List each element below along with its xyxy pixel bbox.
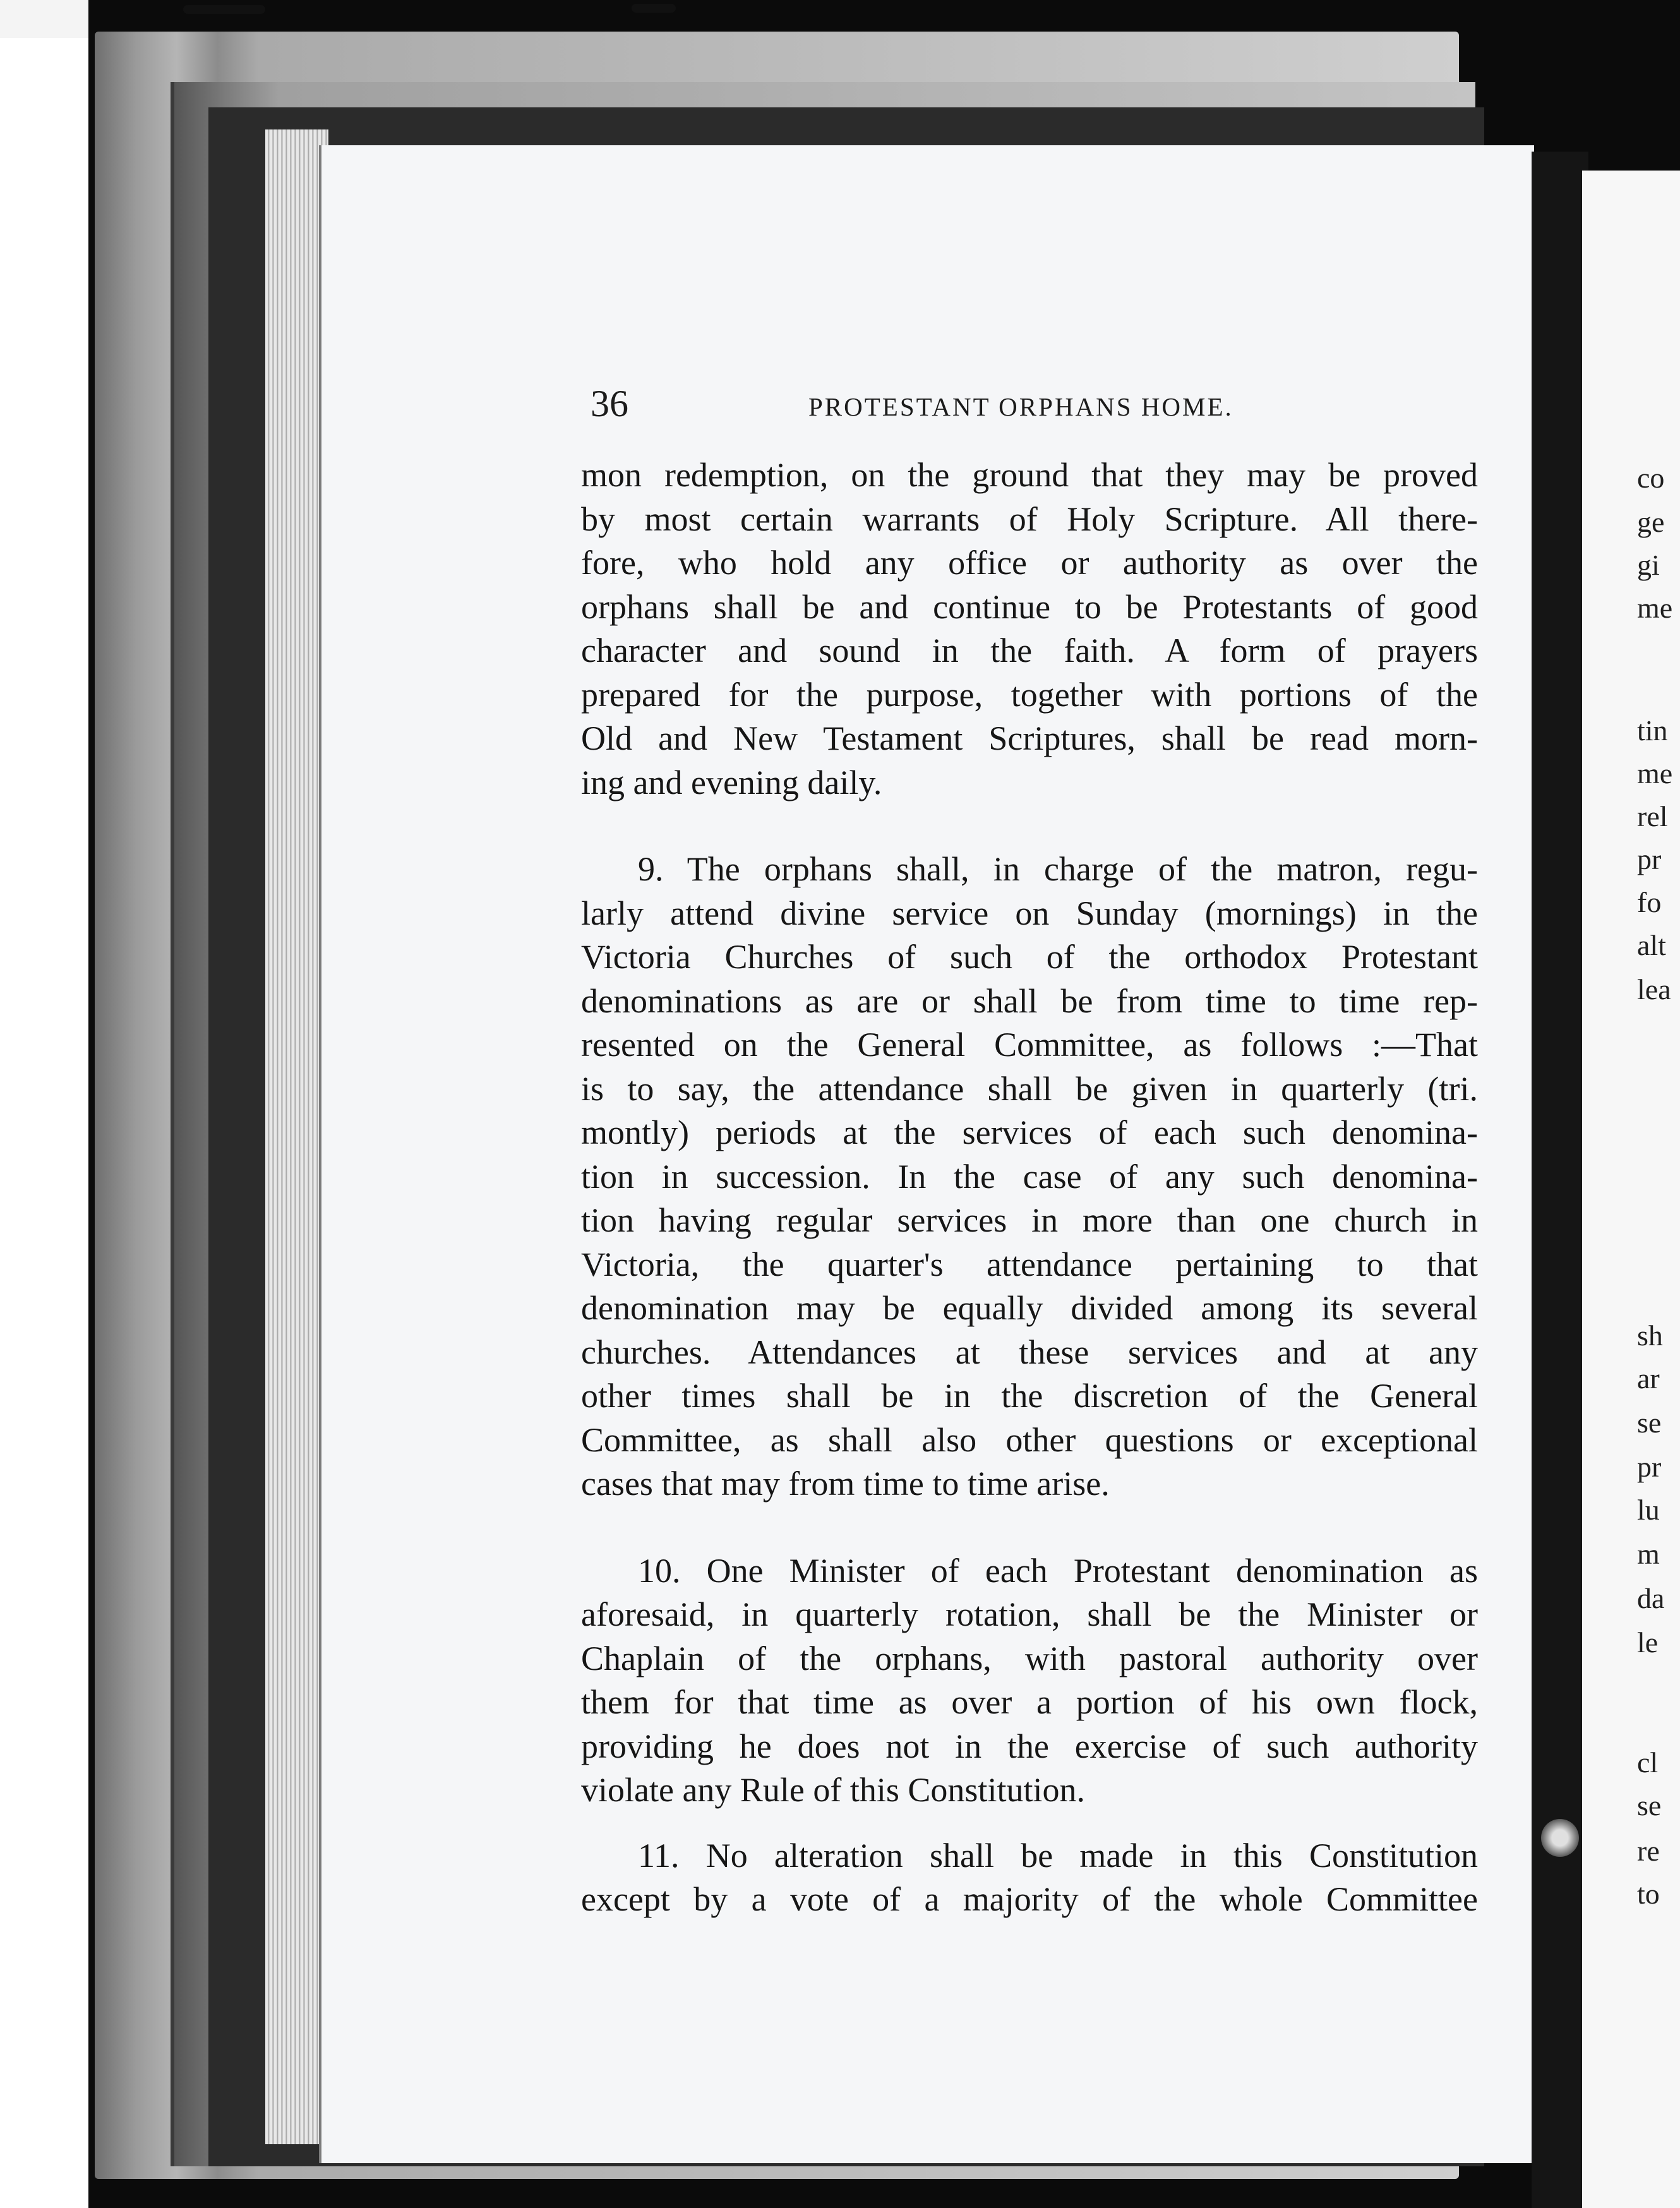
facing-text-fragment: alt xyxy=(1637,929,1666,961)
paragraph-gap xyxy=(581,1813,1478,1834)
page-clip xyxy=(1541,1819,1579,1857)
paragraph-gap xyxy=(581,805,1478,848)
text-line: churches. Attendances at these services and at any xyxy=(581,1333,1478,1371)
facing-text-fragment: m xyxy=(1637,1538,1660,1570)
text-line: violate any Rule of this Constitution. xyxy=(581,1771,1085,1809)
text-line: Victoria Churches of such of the orthodox Protestant xyxy=(581,938,1478,976)
text-line: prepared for the purpose, together with portions of the xyxy=(581,675,1478,714)
text-line: denomination may be equally divided among its several xyxy=(581,1289,1478,1327)
text-line: fore, who hold any office or authority as over the xyxy=(581,544,1478,582)
text-line: ing and evening daily. xyxy=(581,763,882,801)
facing-text-fragment: se xyxy=(1637,1789,1662,1821)
facing-text-fragment: ge xyxy=(1637,506,1665,538)
facing-text-fragment: rel xyxy=(1637,800,1668,832)
facing-text-fragment: sh xyxy=(1637,1319,1663,1352)
text-line: orphans shall be and continue to be Protestants of good xyxy=(581,587,1478,626)
text-line: tion having regular services in more than one church in xyxy=(581,1201,1478,1239)
facing-text-fragment: ar xyxy=(1637,1362,1660,1395)
text-line: denominations as are or shall be from time to time rep- xyxy=(581,981,1478,1020)
body-text xyxy=(581,453,1478,1922)
facing-text-fragment: da xyxy=(1637,1582,1665,1614)
text-line: 11. No alteration shall be made in this Constitution xyxy=(638,1836,1478,1875)
text-line: aforesaid, in quarterly rotation, shall be the Minister or xyxy=(581,1595,1478,1633)
text-line: montly) periods at the services of each such denomina- xyxy=(581,1113,1478,1151)
text-line: tion in succession. In the case of any such denomina- xyxy=(581,1157,1478,1196)
text-line: providing he does not in the exercise of such authority xyxy=(581,1727,1478,1765)
text-line: Old and New Testament Scriptures, shall be read morn- xyxy=(581,719,1478,757)
text-line: 9. The orphans shall, in charge of the matron, regu- xyxy=(638,850,1478,888)
facing-text-fragment: se xyxy=(1637,1407,1662,1439)
text-line: Victoria, the quarter's attendance pertaining to that xyxy=(581,1245,1478,1283)
facing-text-fragment: pr xyxy=(1637,1451,1662,1483)
facing-text-fragment: co xyxy=(1637,462,1665,494)
text-line: Committee, as shall also other questions or exceptional xyxy=(581,1420,1478,1459)
facing-text-fragment: fo xyxy=(1637,886,1662,918)
text-line: is to say, the attendance shall be given in quarterly (tri. xyxy=(581,1069,1478,1108)
text-line: mon redemption, on the ground that they may be proved xyxy=(581,456,1478,494)
facing-text-fragment: re xyxy=(1637,1835,1660,1867)
text-line: 10. One Minister of each Protestant denomination as xyxy=(638,1551,1478,1590)
facing-text-fragment: lu xyxy=(1637,1494,1660,1526)
text-line: them for that time as over a portion of his own flock, xyxy=(581,1683,1478,1721)
facing-text-fragment: pr xyxy=(1637,843,1662,875)
text-line: other times shall be in the discretion of the General xyxy=(581,1377,1478,1415)
book-gutter xyxy=(1532,152,1588,2208)
facing-text-fragment: le xyxy=(1637,1626,1659,1659)
text-line: cases that may from time to time arise. xyxy=(581,1465,1110,1503)
text-line: character and sound in the faith. A form of prayers xyxy=(581,632,1478,669)
running-head: PROTESTANT ORPHANS HOME. xyxy=(808,392,1233,421)
scribble-mark xyxy=(183,5,265,14)
page-number: 36 xyxy=(591,383,628,424)
facing-text-fragment: gi xyxy=(1637,549,1660,581)
text-line: except by a vote of a majority of the whole Committee xyxy=(581,1880,1478,1918)
text-line: larly attend divine service on Sunday (mornings) in the xyxy=(581,894,1478,932)
facing-text-fragment: cl xyxy=(1637,1746,1659,1779)
facing-text-fragment: me xyxy=(1637,757,1673,789)
paragraph-gap xyxy=(581,1506,1478,1549)
facing-text-fragment: tin xyxy=(1637,714,1668,747)
text-line: Chaplain of the orphans, with pastoral authority over xyxy=(581,1639,1478,1677)
facing-text-fragment: lea xyxy=(1637,973,1671,1005)
text-line: resented on the General Committee, as follows :—That xyxy=(581,1026,1478,1064)
facing-text-fragment: to xyxy=(1637,1878,1660,1910)
facing-text-fragment: me xyxy=(1637,592,1673,624)
text-line: by most certain warrants of Holy Scripture. All there- xyxy=(581,500,1478,538)
scribble-mark xyxy=(632,4,676,13)
